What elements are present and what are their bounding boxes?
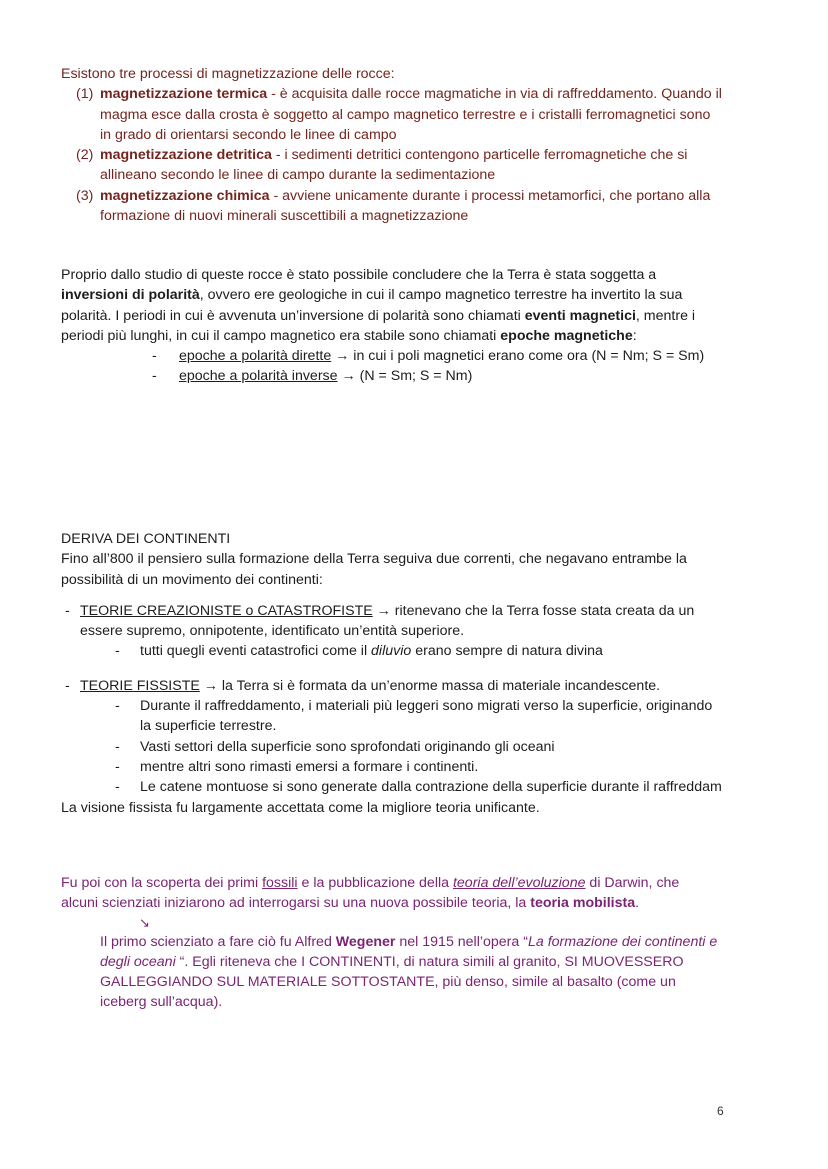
text-span: Le catene montuose si sono generate dalla contrazione della superficie durante il raffreddam [140,779,722,796]
underlined-italic-term: teoria dell’evoluzione [452,875,586,891]
item-text: - i sedimenti detritici contengono particelle ferromagnetiche che si [271,147,688,164]
text-span: , mentre i [635,307,696,324]
underlined-term: TEORIE FISSISTE [80,677,200,694]
section-heading: DERIVA DEI CONTINENTI [61,531,231,547]
text-span: e la pubblicazione della [297,875,453,891]
paragraph-line [61,306,781,326]
bullet-dash: - [115,643,120,660]
polarity-section [61,265,781,387]
magnetization-section [61,64,781,226]
sub-item [80,641,781,661]
sub-item [80,757,781,777]
bold-term: epoche magnetiche [500,327,633,344]
text-span: nel 1915 nell’opera “ [395,933,528,950]
item-title: magnetizzazione detritica [100,147,272,164]
paragraph-line [61,326,781,346]
conclusion-line: La visione fissista fu largamente accettata come la migliore teoria unificante. [61,799,540,816]
text-span: Il primo scienziato a fare ciò fu Alfred [100,933,336,950]
page-number: 6 [717,1104,724,1118]
bullet-dash: - [115,738,120,755]
item-text: in grado di orientarsi secondo le linee di campo [100,126,397,143]
paragraph-line [61,893,781,913]
bullet-dash: - [115,758,120,775]
text-span: di Darwin, che [585,875,680,891]
item-title: magnetizzazione termica [100,86,268,103]
text-span: polarità. I periodi in cui è avvenuta un’inversione di polarità sono chiamati [61,307,525,324]
list-item [61,346,781,366]
underlined-term: fossili [262,875,298,891]
text-span: tutti quegli eventi catastrofici come il [140,643,372,660]
text-span: → la Terra si è formata da un’enorme massa di materiale incandescente. [199,677,661,694]
text-span: Fu poi con la scoperta dei primi [61,875,263,891]
sub-item [80,777,781,797]
item-number: (1) [76,86,94,103]
item-number: (3) [76,187,94,204]
sub-item [80,696,781,737]
italic-term: diluvio [371,643,412,660]
bold-term: inversioni di polarità [61,287,200,304]
text-span: mentre altri sono rimasti emersi a formare i continenti. [140,758,479,775]
underlined-term: epoche a polarità inverse [179,368,338,385]
item-text: formazione di nuovi minerali suscettibili a magnetizzazione [100,208,469,225]
text-span: . [635,895,640,912]
text-span: : [632,327,637,344]
text-span: → (N = Sm; S = Nm) [337,368,473,385]
text-span: la superficie terrestre. [140,718,277,735]
item-text: magma esce dalla crosta è soggetto al campo magnetico terrestre e i cristalli ferromagnetici sono [100,106,711,123]
bullet-dash: - [65,677,70,694]
bullet-dash: - [152,368,157,385]
text-span: erano sempre di natura divina [411,643,603,660]
paragraph-line [61,873,781,893]
bullet-dash: - [152,348,157,365]
magnetization-item-3 [61,186,781,227]
mobilist-section [61,873,781,1013]
theory-creationist [61,601,781,662]
list-item [61,366,781,386]
italic-term: La formazione dei continenti e [527,933,718,950]
bold-term: Wegener [335,933,396,950]
italic-term: degli oceani [100,953,176,970]
item-text: - è acquisita dalle rocce magmatiche in via di raffreddamento. Quando il [267,86,722,103]
text-span: periodi più lunghi, in cui il campo magnetico era stabile sono chiamati [61,327,501,344]
text-span: → in cui i poli magnetici erano come ora (N = Nm; S = Sm) [331,348,705,365]
item-title: magnetizzazione chimica [100,187,270,204]
bold-term: teoria mobilista [530,895,636,912]
paragraph-line: Proprio dallo studio di queste rocce è stato possibile concludere che la Terra è stata soggetta a [61,267,657,283]
item-text: allineano secondo le linee di campo durante la sedimentazione [100,167,496,184]
arrow-icon: ↘ [139,914,150,930]
text-span: Vasti settori della superficie sono sprofondati originando gli oceani [140,738,555,755]
item-text: - avviene unicamente durante i processi metamorfici, che portano alla [269,187,711,204]
bold-term: eventi magnetici [524,307,636,324]
text-span: → ritenevano che la Terra fosse stata creata da un [372,602,695,619]
magnetization-item-2 [61,145,781,186]
continental-drift-section [61,529,781,818]
text-span: iceberg sull’acqua). [100,994,223,1011]
text-span: Durante il raffreddamento, i materiali più leggeri sono migrati verso la superficie, originando [140,698,713,715]
magnetization-item-1 [61,84,781,145]
text-span: , ovvero ere geologiche in cui il campo magnetico terrestre ha invertito la sua [199,287,683,304]
paragraph-line [61,285,781,305]
sub-item [80,737,781,757]
text-span: GALLEGGIANDO SUL MATERIALE SOTTOSTANTE, più denso, simile al basalto (come un [100,974,676,991]
magnetization-intro: Esistono tre processi di magnetizzazione delle rocce: [61,66,395,82]
underlined-term: epoche a polarità dirette [179,348,332,365]
item-number: (2) [76,147,94,164]
paragraph-line: possibilità di un movimento dei continenti: [61,571,323,588]
wegener-paragraph [61,932,781,1013]
paragraph-line: Fino all’800 il pensiero sulla formazione della Terra seguiva due correnti, che negavano entrambe la [61,551,687,568]
text-span: “. Egli riteneva che I CONTINENTI, di natura simili al granito, SI MUOVESSERO [175,953,684,970]
paragraph-line: essere supremo, onnipotente, identificato un’entità superiore. [80,623,465,640]
text-span: alcuni scienziati iniziarono ad interrogarsi su una nuova possibile teoria, la [61,895,531,912]
bullet-dash: - [115,779,120,796]
underlined-term: TEORIE CREAZIONISTE o CATASTROFISTE [80,602,373,619]
bullet-dash: - [65,602,70,619]
bullet-dash: - [115,698,120,715]
theory-fixist [61,676,781,798]
